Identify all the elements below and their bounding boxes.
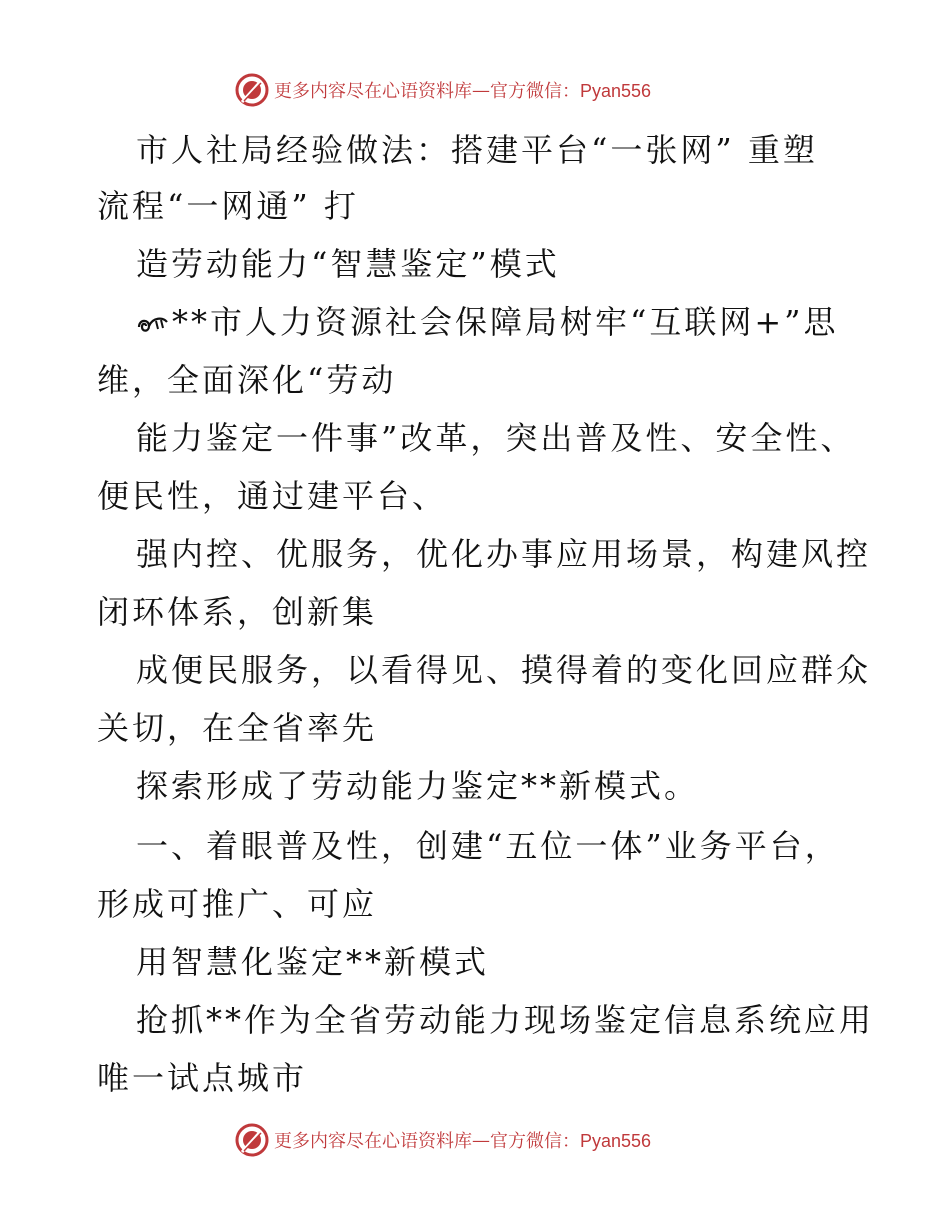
footer-banner bbox=[234, 1122, 651, 1158]
body-line-5: 维，全面深化“劳动 bbox=[97, 361, 397, 399]
paragraph-ornament-icon bbox=[136, 313, 170, 335]
banner-site-text: 更多内容尽在心语资料库 bbox=[274, 81, 472, 102]
banner-wechat-text: 官方微信：Pyan556 bbox=[490, 81, 652, 101]
body-line-7: 便民性，通过建平台、 bbox=[97, 477, 448, 515]
body-line-13: 一、着眼普及性，创建“五位一体”业务平台， bbox=[136, 827, 840, 865]
body-line-11: 关切，在全省率先 bbox=[97, 709, 378, 747]
body-line-9: 闭环体系，创新集 bbox=[97, 593, 378, 631]
body-line-16: 抢抓**作为全省劳动能力现场鉴定信息系统应用 bbox=[136, 1001, 875, 1039]
seal-logo-icon bbox=[234, 72, 270, 108]
seal-logo-icon bbox=[234, 1122, 270, 1158]
body-line-8: 强内控、优服务，优化办事应用场景，构建风控 bbox=[136, 535, 872, 573]
body-line-12: 探索形成了劳动能力鉴定**新模式。 bbox=[136, 767, 700, 805]
body-line-15: 用智慧化鉴定**新模式 bbox=[136, 943, 490, 981]
banner-separator: — bbox=[472, 1129, 490, 1151]
body-line-4 bbox=[136, 302, 839, 342]
body-line-1: 市人社局经验做法：搭建平台“一张网” 重塑 bbox=[136, 131, 818, 169]
body-line-17: 唯一试点城市 bbox=[97, 1059, 308, 1097]
banner-separator: — bbox=[472, 79, 490, 101]
body-line-3: 造劳动能力“智慧鉴定”模式 bbox=[136, 245, 560, 283]
body-line-2: 流程“一网通” 打 bbox=[97, 187, 359, 225]
banner-wechat-text: 官方微信：Pyan556 bbox=[490, 1131, 652, 1151]
body-line-10: 成便民服务，以看得见、摸得着的变化回应群众 bbox=[136, 651, 872, 689]
banner-site-text: 更多内容尽在心语资料库 bbox=[274, 1131, 472, 1152]
body-line-4-text: **市人力资源社会保障局树牢“互联网+”思 bbox=[172, 303, 839, 341]
body-line-14: 形成可推广、可应 bbox=[97, 885, 378, 923]
header-banner bbox=[234, 72, 651, 108]
body-line-6: 能力鉴定一件事”改革，突出普及性、安全性、 bbox=[136, 419, 856, 457]
